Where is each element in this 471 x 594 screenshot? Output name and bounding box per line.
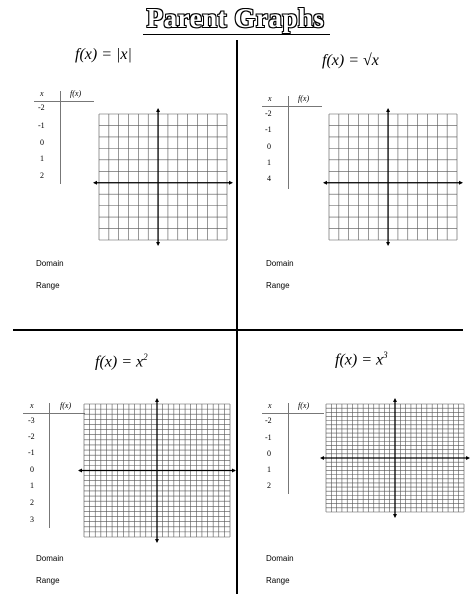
- x-value: -2: [265, 109, 272, 118]
- x-value: -2: [28, 432, 35, 441]
- x-value: 2: [267, 481, 271, 490]
- x-value: 2: [30, 498, 34, 507]
- x-value: 0: [40, 138, 44, 147]
- table-header-rule: [262, 413, 324, 414]
- x-axis-arrow-left: [78, 469, 82, 473]
- function-label-base: f(x) = x: [95, 353, 144, 371]
- x-value: 0: [30, 465, 34, 474]
- x-value: 1: [267, 158, 271, 167]
- function-label-base: f(x) = x: [335, 351, 384, 369]
- x-header: x: [268, 94, 272, 103]
- page-title: Parent Graphs: [146, 3, 325, 33]
- x-axis-arrow-left: [320, 456, 324, 460]
- x-axis-arrow-left: [93, 181, 97, 185]
- coordinate-grid: [93, 108, 233, 246]
- coordinate-grid: [320, 398, 470, 518]
- x-header: x: [40, 89, 44, 98]
- y-axis-arrow-down: [155, 539, 159, 543]
- fx-header: f(x): [70, 89, 82, 98]
- y-axis-arrow-up: [393, 398, 397, 402]
- function-label-exponent: 2: [143, 352, 148, 362]
- range-label: Range: [266, 281, 290, 290]
- table-column-rule: [49, 403, 50, 528]
- function-label: f(x) = √x: [322, 52, 379, 69]
- fx-header: f(x): [298, 401, 310, 410]
- x-value: -1: [265, 125, 272, 134]
- x-value: 2: [40, 171, 44, 180]
- domain-label: Domain: [266, 554, 294, 563]
- vertical-divider: [236, 40, 238, 594]
- y-axis-arrow-up: [386, 108, 390, 112]
- x-value: -2: [265, 416, 272, 425]
- function-label: [335, 350, 388, 369]
- coordinate-grid: [78, 398, 236, 543]
- function-label: [95, 352, 148, 371]
- fx-header: f(x): [298, 94, 310, 103]
- x-value: 0: [267, 142, 271, 151]
- x-value: -1: [38, 121, 45, 130]
- fx-header: f(x): [60, 401, 72, 410]
- table-column-rule: [288, 403, 289, 494]
- domain-label: Domain: [266, 259, 294, 268]
- x-axis-arrow-right: [466, 456, 470, 460]
- x-value: 1: [40, 154, 44, 163]
- x-value: -1: [28, 448, 35, 457]
- x-header: x: [268, 401, 272, 410]
- domain-label: Domain: [36, 554, 64, 563]
- y-axis-arrow-up: [156, 108, 160, 112]
- x-value: 4: [267, 174, 271, 183]
- y-axis-arrow-up: [155, 398, 159, 402]
- x-value: 3: [30, 515, 34, 524]
- table-header-rule: [262, 106, 322, 107]
- x-value: 1: [267, 465, 271, 474]
- y-axis-arrow-down: [386, 242, 390, 246]
- x-value: -1: [265, 433, 272, 442]
- x-axis-arrow-left: [323, 181, 327, 185]
- table-column-rule: [288, 96, 289, 189]
- y-axis-arrow-down: [393, 514, 397, 518]
- x-value: -3: [28, 416, 35, 425]
- x-value: -2: [38, 103, 45, 112]
- table-header-rule: [34, 101, 94, 102]
- table-header-rule: [23, 413, 85, 414]
- x-axis-arrow-right: [229, 181, 233, 185]
- title-underline: [143, 34, 330, 35]
- table-column-rule: [60, 91, 61, 184]
- function-label-exponent: 3: [383, 350, 388, 360]
- domain-label: Domain: [36, 259, 64, 268]
- function-label: f(x) = |x|: [75, 46, 132, 63]
- range-label: Range: [36, 281, 60, 290]
- coordinate-grid: [323, 108, 463, 246]
- x-axis-arrow-right: [459, 181, 463, 185]
- horizontal-divider: [13, 329, 463, 331]
- x-header: x: [30, 401, 34, 410]
- x-value: 1: [30, 481, 34, 490]
- x-axis-arrow-right: [232, 469, 236, 473]
- range-label: Range: [36, 576, 60, 585]
- y-axis-arrow-down: [156, 242, 160, 246]
- range-label: Range: [266, 576, 290, 585]
- x-value: 0: [267, 449, 271, 458]
